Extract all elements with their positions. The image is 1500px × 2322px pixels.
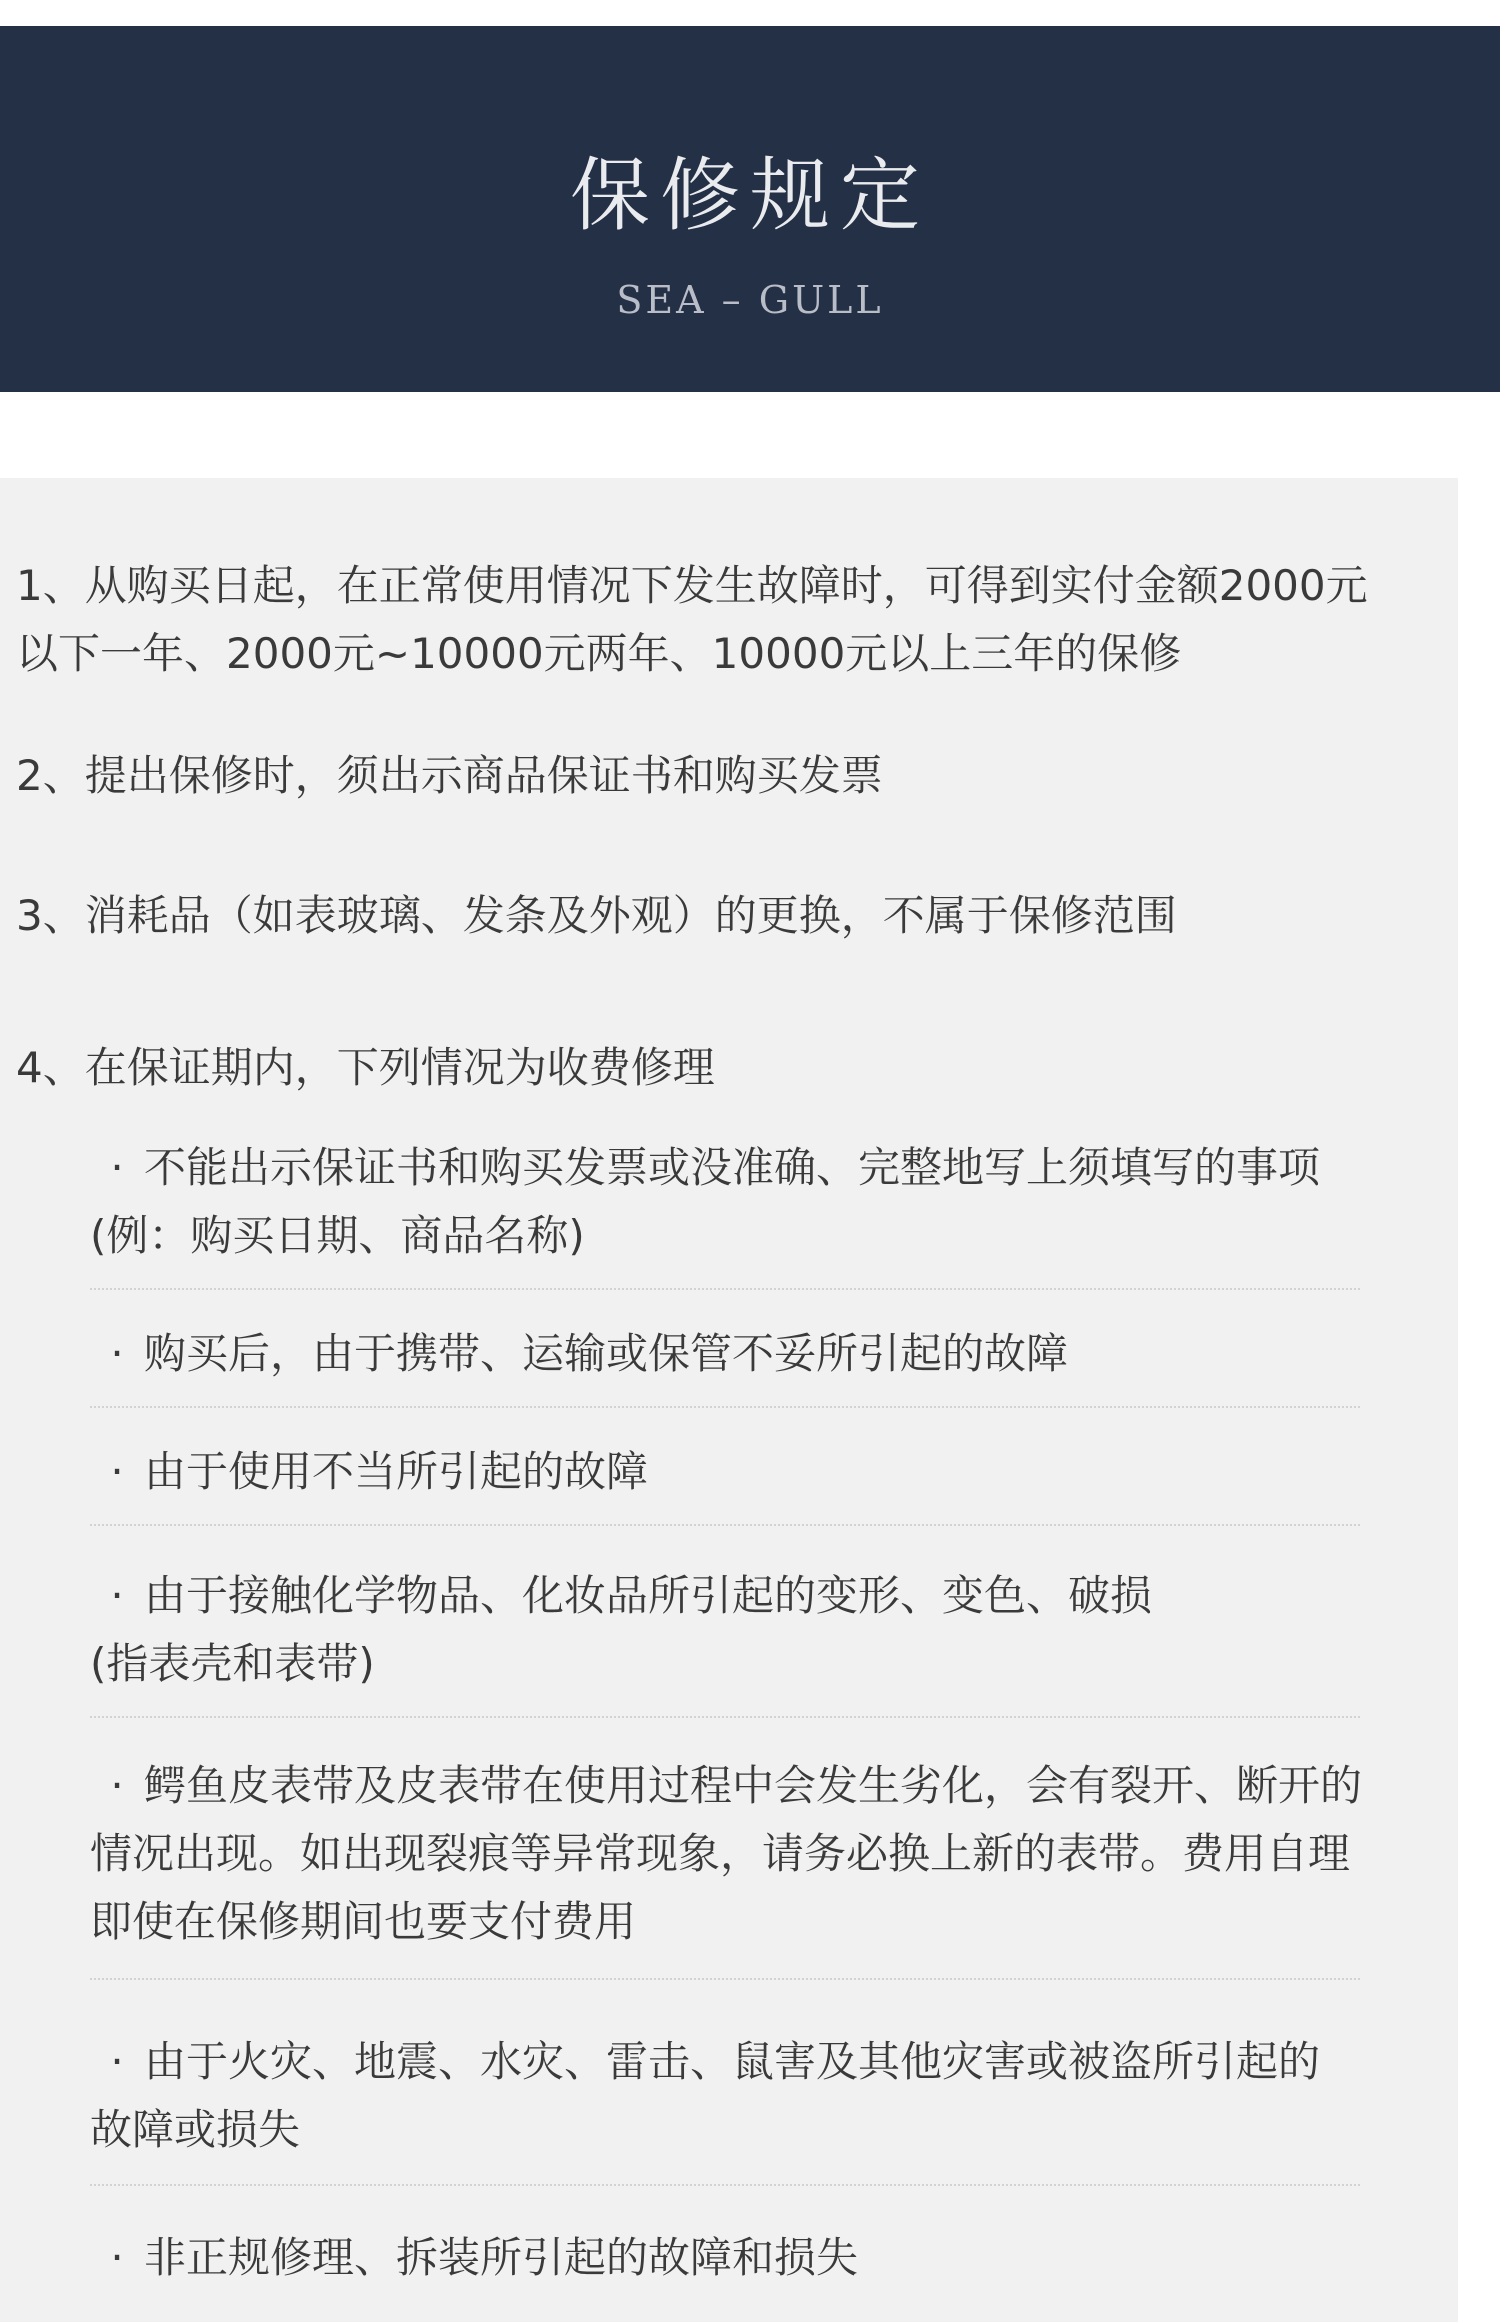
item-divider (90, 1524, 1360, 1526)
paid-repair-item-7-line-1: 非正规修理、拆装所引起的故障和损失 (144, 2233, 859, 2282)
paid-repair-item-4-line-1: 由于接触化学物品、化妆品所引起的变形、变色、破损 (144, 1571, 1153, 1620)
paid-repair-item-2-line-1: 购买后，由于携带、运输或保管不妥所引起的故障 (144, 1329, 1069, 1378)
paid-repair-item-6 (90, 2028, 1380, 2164)
rule-3-line-1: 3、消耗品（如表玻璃、发条及外观）的更换，不属于保修范围 (16, 891, 1177, 940)
rule-1-line-1: 1、从购买日起，在正常使用情况下发生故障时，可得到实付金额2000元 (16, 561, 1368, 610)
bullet-marker: · (110, 2233, 124, 2282)
paid-repair-item-5-line-2: 情况出现。如出现裂痕等异常现象，请务必换上新的表带。费用自理 (90, 1829, 1351, 1878)
header-banner (0, 26, 1500, 392)
rule-3 (16, 882, 1177, 950)
item-divider (90, 1406, 1360, 1408)
rule-4 (16, 1034, 715, 1102)
warranty-rules-panel (0, 478, 1458, 2322)
bullet-marker: · (110, 1761, 124, 1810)
paid-repair-item-3-line-1: 由于使用不当所引起的故障 (144, 1447, 649, 1496)
paid-repair-item-6-line-2: 故障或损失 (90, 2105, 301, 2154)
paid-repair-item-7 (90, 2224, 1380, 2292)
paid-repair-item-1 (90, 1134, 1380, 1270)
paid-repair-item-3 (90, 1438, 1380, 1506)
brand-subtitle: SEA – GULL (616, 278, 884, 322)
rule-4-line-1: 4、在保证期内，下列情况为收费修理 (16, 1043, 715, 1092)
item-divider (90, 1288, 1360, 1290)
paid-repair-item-5 (90, 1752, 1380, 1956)
paid-repair-item-5-line-3: 即使在保修期间也要支付费用 (90, 1897, 637, 1946)
rule-1 (16, 552, 1368, 688)
bullet-marker: · (110, 1571, 124, 1620)
paid-repair-item-4-line-2: (指表壳和表带) (90, 1639, 375, 1688)
bullet-marker: · (110, 1447, 124, 1496)
paid-repair-item-4 (90, 1562, 1380, 1698)
paid-repair-item-1-line-1: 不能出示保证书和购买发票或没准确、完整地写上须填写的事项 (144, 1143, 1321, 1192)
paid-repair-item-6-line-1: 由于火灾、地震、水灾、雷击、鼠害及其他灾害或被盗所引起的 (144, 2037, 1321, 2086)
paid-repair-item-2 (90, 1320, 1380, 1388)
paid-repair-item-5-line-1: 鳄鱼皮表带及皮表带在使用过程中会发生劣化，会有裂开、断开的 (144, 1761, 1363, 1810)
page-title: 保修规定 (570, 149, 930, 242)
paid-repair-item-1-line-2: (例：购买日期、商品名称) (90, 1211, 585, 1260)
bullet-marker: · (110, 1143, 124, 1192)
item-divider (90, 2184, 1360, 2186)
bullet-marker: · (110, 2037, 124, 2086)
bullet-marker: · (110, 1329, 124, 1378)
rule-1-line-2: 以下一年、2000元~10000元两年、10000元以上三年的保修 (16, 629, 1182, 678)
rule-2-line-1: 2、提出保修时，须出示商品保证书和购买发票 (16, 751, 883, 800)
item-divider (90, 1716, 1360, 1718)
item-divider (90, 1978, 1360, 1980)
rule-2 (16, 742, 883, 810)
